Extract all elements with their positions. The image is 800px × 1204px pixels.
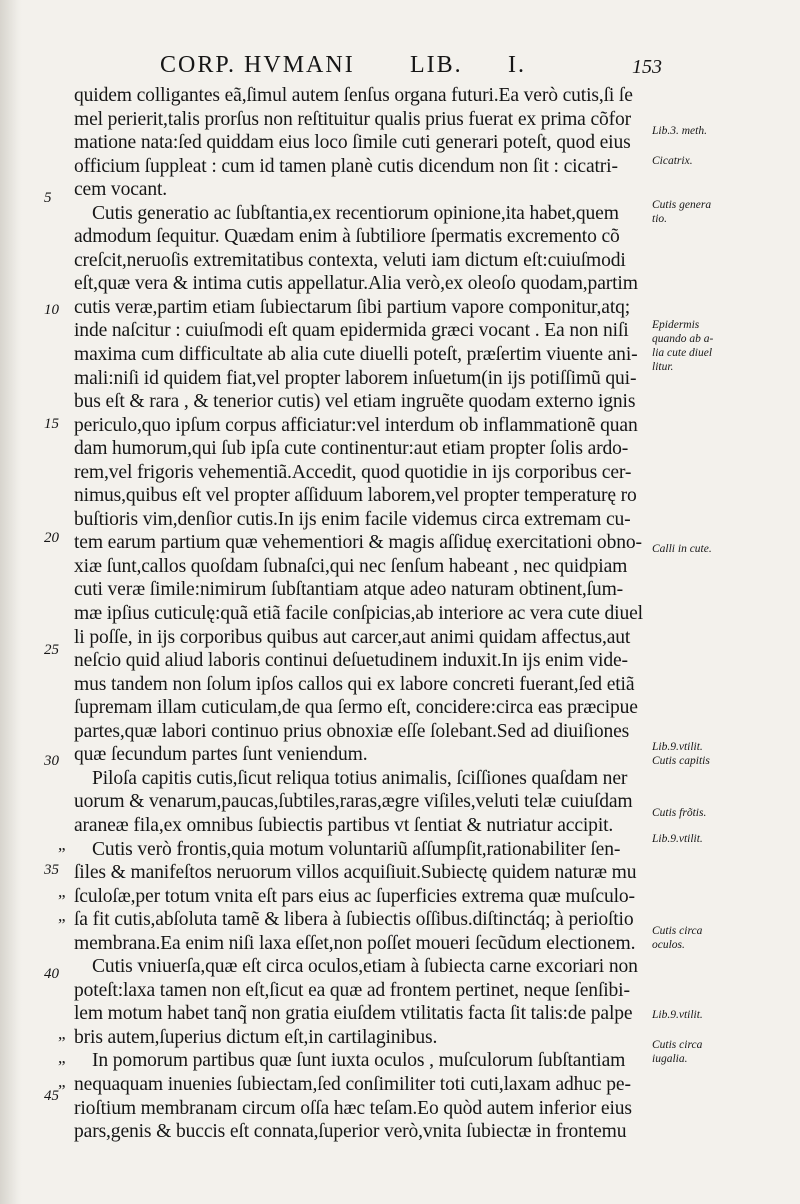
text-line: cuti veræ ſimile:nimirum ſubſtantiam atque adeo naturam obtinent,ſum- (74, 579, 624, 601)
text-line: mel perierit,talis prorſus non reſtituitur qualis prius fuerat ex prima cõfor (74, 108, 632, 130)
text-line: bus eſt & rara , & tenerior cutis) vel etiam ingruẽte quodam externo ignis (74, 391, 636, 413)
line-number: 5 (44, 190, 52, 206)
marginal-note: Cutis circa iugalia. (652, 1039, 703, 1065)
text-line: quæ ſecundum partes ſunt veniendum. (74, 744, 368, 766)
text-line: dam humorum,qui ſub ipſa cute continentur:aut etiam propter ſolis ardo- (74, 438, 629, 460)
text-line: matione nata:ſed quiddam eius loco ſimile cuti generari poteſt, quod eius (74, 132, 631, 154)
line-number: 25 (44, 642, 59, 658)
text-line: quidem colligantes eã,ſimul autem ſenſus organa futuri.Ea verò cutis,ſi ſe (74, 85, 633, 106)
text-line: araneæ fila,ex omnibus ſubiectis partibus vt ſentiat & nutriatur accipit. (74, 814, 614, 836)
text-line: ſupremam illam cuticulam,de qua ſermo eſt, concidere:circa eas præcipue (74, 697, 638, 719)
text-line: mus tandem non ſolum ipſos callos qui ex labore concreti fuerant,ſed etiã (74, 673, 635, 695)
text-line: eſt,quæ vera & intima cutis appellatur.Alia verò,ex oleoſo quodam,partim (74, 273, 638, 295)
text-line: membrana.Ea enim niſi laxa eſſet,non poſſet moueri ſecũdum electionem. (74, 932, 636, 954)
text-line: rem,vel frigoris vehementiã.Accedit, quod quotidie in ijs corporibus cer- (74, 461, 632, 483)
running-head-title: CORP. HVMANI (160, 52, 355, 78)
marginal-note: Cutis genera tio. (652, 199, 712, 225)
line-number: 35 (44, 862, 59, 878)
text-line: officium ſuppleat : cum id tamen planè cutis dicendum non ſit : cicatri- (74, 155, 618, 177)
quote-mark: „ (58, 906, 66, 925)
text-line: pars,genis & buccis eſt connata,ſuperior verò,vnita ſubiectæ in frontemu (74, 1121, 627, 1143)
text-line: ſculoſæ,per totum vnita eſt pars eius ac ſuperficies extrema quæ muſculo- (74, 885, 635, 907)
quote-mark: „ (58, 1024, 66, 1043)
line-number: 10 (44, 302, 59, 318)
text-line: uorum & venarum,paucas,ſubtiles,raras,ægre viſiles,veluti telæ cuiuſdam (74, 791, 633, 813)
marginal-note: Cutis circa oculos. (652, 925, 703, 951)
running-head-lib-number: I. (508, 52, 526, 78)
text-line: xiæ ſunt,callos quoſdam ſubnaſci,qui nec ſenſum habeant , nec quidpiam (74, 555, 628, 577)
text-line: partes,quæ labori continuo prius obnoxiæ eſſe ſolebant.Sed ad diuiſiones (74, 720, 630, 742)
text-line: tem earum partium quæ vehementiori & magis aſſiduę exercitationi obno- (74, 532, 642, 554)
text-line: ſa fit cutis,abſoluta tamẽ & libera à ſubiectis oſſibus.diſtinctáq; à perioſtio (74, 909, 634, 931)
text-line: cutis veræ,partim etiam ſubiectarum ſibi partium vapore componitur,atq; (74, 296, 631, 318)
text-line: Cutis vniuerſa,quæ eſt circa oculos,etiam à ſubiecta carne excoriari non (92, 956, 638, 978)
body-text (74, 84, 654, 1144)
text-line: cem vocant. (74, 179, 168, 201)
text-line: nimus,quibus eſt vel propter aſſiduum laborem,vel propter temperaturę ro (74, 485, 637, 507)
text-line: poteſt:laxa tamen non eſt,ſicut ea quæ ad frontem pertinet, neque ſenſibi- (74, 979, 630, 1001)
marginal-note: Lib.9.vtilit. (652, 1009, 703, 1021)
marginal-note: Lib.9.vtilit. Cutis capitis (652, 741, 710, 767)
marginal-note: Calli in cute. (652, 543, 712, 555)
text-line: inde naſcitur : cuiuſmodi eſt quam epidermida græci vocant . Ea non niſi (74, 320, 629, 342)
text-line: neſcio quid aliud laboris continui deſuetudinem induxit.In ijs enim vide- (74, 650, 628, 672)
line-number: 40 (44, 966, 59, 982)
quote-mark: „ (58, 835, 66, 854)
marginal-note: Cicatrix. (652, 155, 693, 167)
text-line: periculo,quo ipſum corpus afficiatur:vel interdum ob inflammationẽ quan (74, 414, 638, 436)
text-line: mali:niſi id quidem fiat,vel propter laborem inſuetum(in ijs potiſſimũ qui- (74, 367, 637, 389)
text-line: creſcit,neruoſis extremitatibus contexta, veluti iam dictum eſt:cuiuſmodi (74, 249, 626, 271)
text-line: bris autem,ſuperius dictum eſt,in cartilaginibus. (74, 1026, 438, 1048)
text-line: rioſtium membranam circum oſſa hæc teſam.Eo quòd autem inferior eius (74, 1097, 632, 1119)
marginal-note: Epidermis quando ab a- lia cute diuel litur. (652, 319, 714, 373)
page-gutter-shadow (0, 0, 22, 1204)
quote-mark: „ (58, 882, 66, 901)
marginal-note: Lib.9.vtilit. (652, 833, 703, 845)
text-line: maxima cum difficultate ab alia cute diuelli poteſt, præſertim viuente ani- (74, 344, 638, 366)
quote-mark: „ (58, 1072, 66, 1091)
text-line: ſiles & manifeſtos neruorum villos acquiſiuit.Subiectę quidem naturæ mu (74, 862, 637, 884)
line-number: 15 (44, 416, 59, 432)
marginal-note: Lib.3. meth. (652, 125, 707, 137)
text-line: li poſſe, in ijs corporibus quibus aut carcer,aut animi quidam affectus,aut (74, 626, 631, 648)
text-line: mæ ipſius cuticulę:quã etiã facile conſpicias,ab interiore ac vera cute diuel (74, 603, 643, 625)
text-line: Piloſa capitis cutis,ſicut reliqua totius animalis, ſciſſiones quaſdam ner (92, 767, 628, 789)
line-number: 20 (44, 530, 59, 546)
page-number: 153 (632, 56, 662, 78)
line-number: 30 (44, 753, 59, 769)
marginal-note: Cutis frõtis. (652, 807, 707, 819)
text-line: Cutis verò frontis,quia motum voluntariũ aſſumpſit,rationabiliter ſen- (92, 838, 621, 860)
text-line: admodum ſequitur. Quædam enim à ſubtiliore ſpermatis excremento cõ (74, 226, 620, 248)
running-head-lib: LIB. (410, 52, 463, 78)
text-line: nequaquam inuenies ſubiectam,ſed conſimiliter toti cuti,laxam adhuc pe- (74, 1073, 631, 1095)
text-line: lem motum habet tanq̃ non gratia eiuſdem vtilitatis facta ſit talis:de palpe (74, 1003, 633, 1025)
running-head (160, 52, 660, 86)
text-line: buſtioris vim,denſior cutis.In ijs enim facile videmus circa extremam cu- (74, 508, 631, 530)
text-line: Cutis generatio ac ſubſtantia,ex recentiorum opinione,ita habet,quem (92, 202, 619, 224)
line-number: 45 (44, 1088, 59, 1104)
quote-mark: „ (58, 1048, 66, 1067)
text-line: In pomorum partibus quæ ſunt iuxta oculos , muſculorum ſubſtantiam (92, 1050, 626, 1072)
